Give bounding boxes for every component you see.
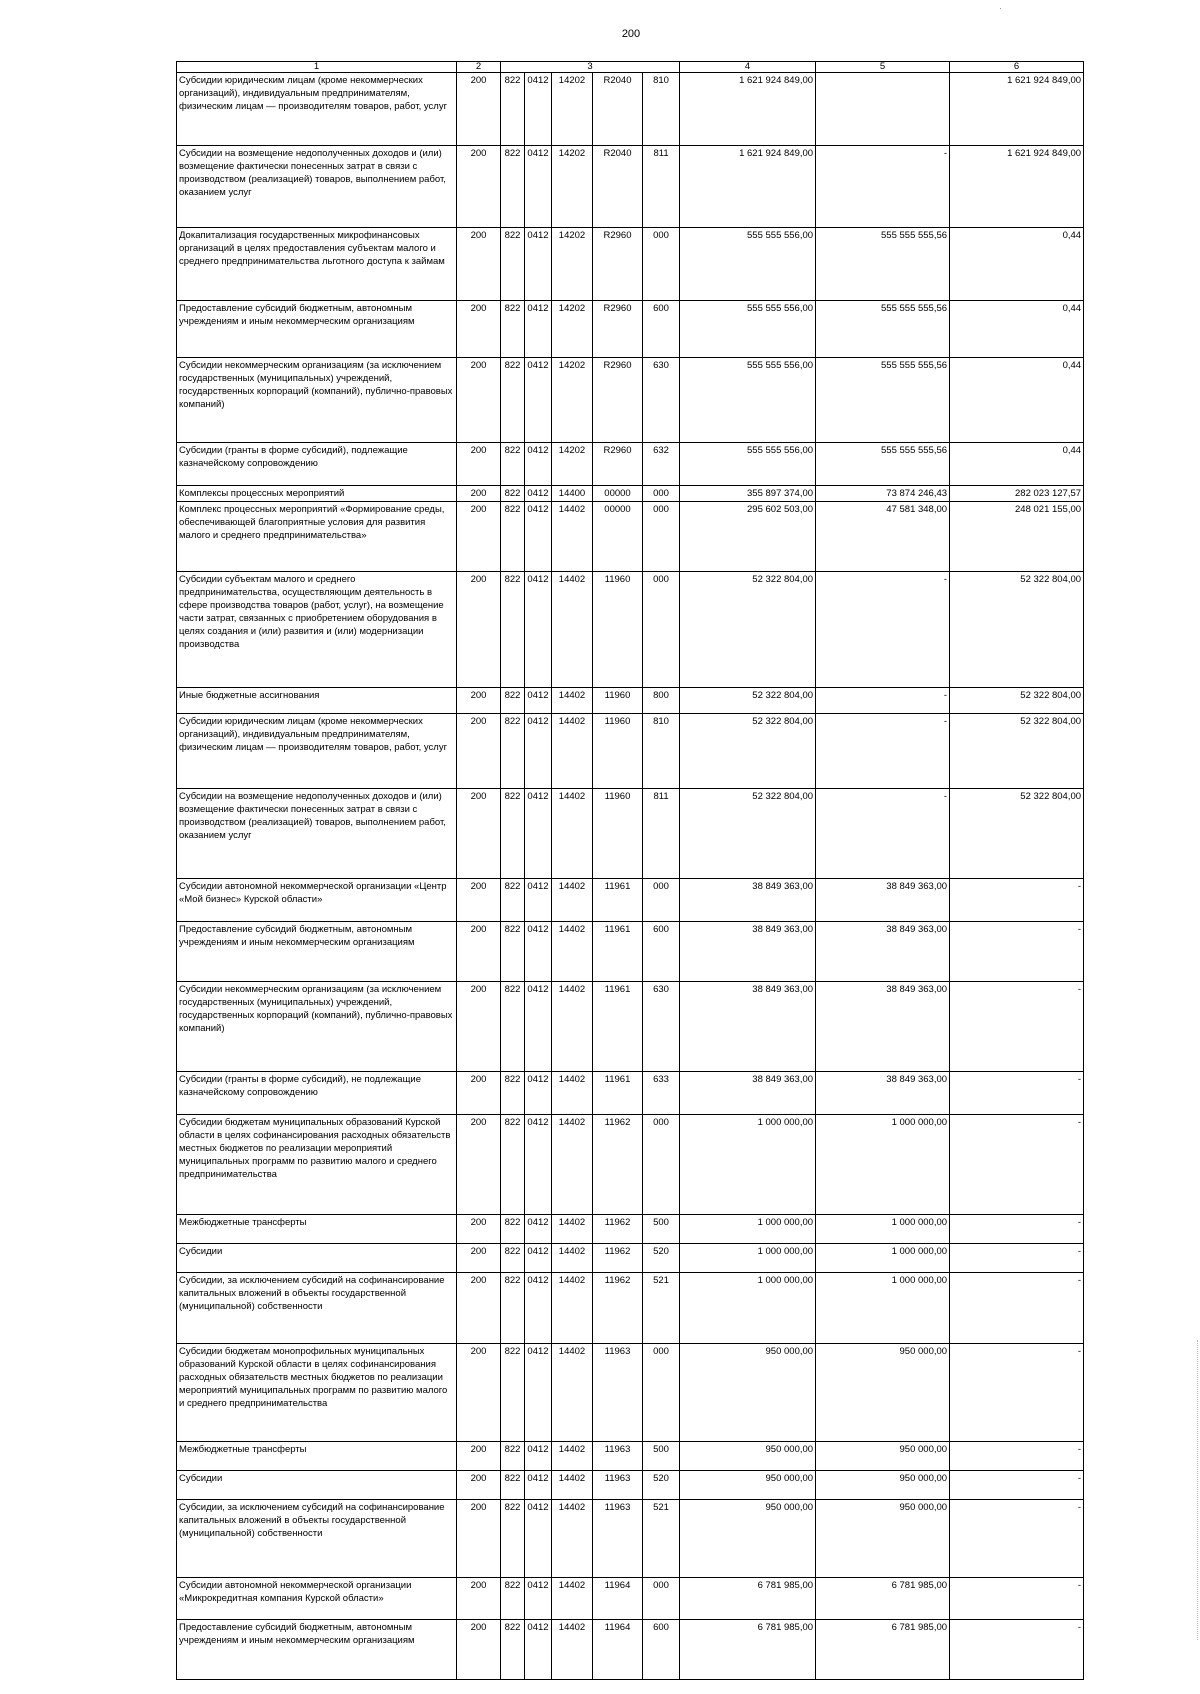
row-section-code: 0412 [525,146,552,228]
row-ministry-code: 822 [501,228,525,301]
row-section-code: 0412 [525,1578,552,1620]
row-code: 200 [457,228,501,301]
row-code: 200 [457,1344,501,1442]
row-direction-code: 11961 [593,982,643,1072]
row-expense-kind: 500 [643,1215,680,1244]
row-section-code: 0412 [525,922,552,982]
row-ministry-code: 822 [501,358,525,443]
table-row [177,879,1084,922]
row-section-code: 0412 [525,1471,552,1500]
page-number: 200 [621,28,641,40]
row-section-code: 0412 [525,301,552,358]
row-direction-code: R2040 [593,146,643,228]
row-ministry-code: 822 [501,1344,525,1442]
row-direction-code: 11963 [593,1500,643,1578]
row-expense-kind: 000 [643,879,680,922]
table-row [177,73,1084,146]
row-ministry-code: 822 [501,1500,525,1578]
row-value-6: 0,44 [950,358,1084,443]
row-value-6: 282 023 127,57 [950,486,1084,502]
row-expense-kind: 630 [643,982,680,1072]
row-code: 200 [457,502,501,572]
row-expense-kind: 811 [643,146,680,228]
row-value-6: - [950,1244,1084,1273]
row-name: Субсидии [177,1244,457,1273]
row-code: 200 [457,688,501,714]
table-row [177,1442,1084,1471]
row-name: Субсидии (гранты в форме субсидий), подлежащие казначейскому сопровождению [177,443,457,486]
row-value-5: 555 555 555,56 [816,228,950,301]
row-expense-kind: 520 [643,1471,680,1500]
row-value-6: 52 322 804,00 [950,688,1084,714]
row-value-4: 52 322 804,00 [680,572,816,688]
row-name: Субсидии (гранты в форме субсидий), не подлежащие казначейскому сопровождению [177,1072,457,1115]
row-value-5: - [816,572,950,688]
row-section-code: 0412 [525,688,552,714]
row-direction-code: 11960 [593,572,643,688]
row-value-4: 6 781 985,00 [680,1578,816,1620]
row-section-code: 0412 [525,1072,552,1115]
row-value-6: - [950,879,1084,922]
row-value-5: 38 849 363,00 [816,982,950,1072]
row-direction-code: R2960 [593,358,643,443]
row-code: 200 [457,1072,501,1115]
row-program-code: 14402 [552,1578,593,1620]
row-value-5: - [816,714,950,789]
row-value-6: - [950,1471,1084,1500]
row-program-code: 14402 [552,714,593,789]
row-value-6: 0,44 [950,443,1084,486]
row-name: Субсидии бюджетам муниципальных образований Курской области в целях софинансирования расходных обязательств местных бюджетов по реализации мероприятий муниципальных программ по развитию малого и среднего предпринимательства [177,1115,457,1215]
row-program-code: 14402 [552,1471,593,1500]
row-value-6: 1 621 924 849,00 [950,73,1084,146]
row-expense-kind: 520 [643,1244,680,1273]
row-value-5: - [816,146,950,228]
row-code: 200 [457,789,501,879]
row-program-code: 14402 [552,879,593,922]
row-direction-code: 11960 [593,714,643,789]
table-row [177,688,1084,714]
row-ministry-code: 822 [501,73,525,146]
row-expense-kind: 810 [643,73,680,146]
row-section-code: 0412 [525,982,552,1072]
row-program-code: 14402 [552,1500,593,1578]
row-direction-code: 00000 [593,502,643,572]
row-value-6: 0,44 [950,228,1084,301]
row-program-code: 14202 [552,228,593,301]
row-name: Субсидии, за исключением субсидий на софинансирование капитальных вложений в объекты государственной (муниципальной) собственности [177,1500,457,1578]
row-program-code: 14402 [552,1344,593,1442]
table-row [177,1215,1084,1244]
row-value-5: - [816,688,950,714]
row-expense-kind: 000 [643,502,680,572]
row-value-5: 6 781 985,00 [816,1620,950,1680]
row-code: 200 [457,1442,501,1471]
row-code: 200 [457,358,501,443]
row-expense-kind: 000 [643,1344,680,1442]
row-value-5: 1 000 000,00 [816,1215,950,1244]
row-code: 200 [457,1471,501,1500]
row-program-code: 14400 [552,486,593,502]
row-value-6: 52 322 804,00 [950,789,1084,879]
row-value-6: - [950,1115,1084,1215]
row-section-code: 0412 [525,502,552,572]
row-ministry-code: 822 [501,922,525,982]
row-ministry-code: 822 [501,1115,525,1215]
row-value-4: 950 000,00 [680,1471,816,1500]
row-section-code: 0412 [525,1273,552,1344]
row-value-4: 950 000,00 [680,1500,816,1578]
row-code: 200 [457,922,501,982]
row-section-code: 0412 [525,1215,552,1244]
row-code: 200 [457,879,501,922]
row-direction-code: R2040 [593,73,643,146]
row-expense-kind: 632 [643,443,680,486]
row-value-4: 1 000 000,00 [680,1273,816,1344]
row-direction-code: 11963 [593,1471,643,1500]
row-value-5: 38 849 363,00 [816,1072,950,1115]
table-row [177,1244,1084,1273]
row-section-code: 0412 [525,879,552,922]
row-direction-code: R2960 [593,443,643,486]
row-ministry-code: 822 [501,1442,525,1471]
row-direction-code: R2960 [593,301,643,358]
row-value-6: 52 322 804,00 [950,714,1084,789]
row-direction-code: 11964 [593,1578,643,1620]
header-col-6: 6 [950,62,1084,73]
row-value-6: - [950,1620,1084,1680]
row-code: 200 [457,146,501,228]
row-direction-code: 00000 [593,486,643,502]
row-section-code: 0412 [525,358,552,443]
row-name: Предоставление субсидий бюджетным, автономным учреждениям и иным некоммерческим организациям [177,1620,457,1680]
row-section-code: 0412 [525,1620,552,1680]
row-program-code: 14402 [552,572,593,688]
row-direction-code: 11963 [593,1442,643,1471]
row-value-4: 555 555 556,00 [680,443,816,486]
row-name: Комплексы процессных мероприятий [177,486,457,502]
row-code: 200 [457,486,501,502]
row-section-code: 0412 [525,1344,552,1442]
row-value-5: - [816,789,950,879]
row-code: 200 [457,982,501,1072]
row-program-code: 14402 [552,1273,593,1344]
row-program-code: 14402 [552,1072,593,1115]
table-row [177,1115,1084,1215]
row-value-4: 6 781 985,00 [680,1620,816,1680]
row-program-code: 14402 [552,1244,593,1273]
table-row [177,301,1084,358]
row-value-6: - [950,1273,1084,1344]
table-row [177,1500,1084,1578]
row-value-4: 38 849 363,00 [680,879,816,922]
row-program-code: 14402 [552,1620,593,1680]
row-value-5: 1 000 000,00 [816,1273,950,1344]
row-name: Иные бюджетные ассигнования [177,688,457,714]
row-code: 200 [457,443,501,486]
row-direction-code: 11961 [593,879,643,922]
row-value-5: 555 555 555,56 [816,358,950,443]
header-col-1: 1 [177,62,457,73]
row-direction-code: 11962 [593,1215,643,1244]
row-program-code: 14402 [552,688,593,714]
row-program-code: 14202 [552,301,593,358]
row-name: Субсидии юридическим лицам (кроме некоммерческих организаций), индивидуальным предпринимателям, физическим лицам — производителям товаров, работ, услуг [177,714,457,789]
row-value-6: - [950,1578,1084,1620]
row-value-4: 52 322 804,00 [680,688,816,714]
row-value-4: 1 621 924 849,00 [680,73,816,146]
row-name: Предоставление субсидий бюджетным, автономным учреждениям и иным некоммерческим организациям [177,922,457,982]
row-program-code: 14402 [552,982,593,1072]
row-name: Комплекс процессных мероприятий «Формирование среды, обеспечивающей благоприятные условия для развития малого и среднего предпринимательства» [177,502,457,572]
row-name: Межбюджетные трансферты [177,1215,457,1244]
row-name: Субсидии субъектам малого и среднего предпринимательства, осуществляющим деятельность в сфере производства товаров (работ, услуг), на возмещение части затрат, связанных с приобретением оборудования в целях создания и (или) развития и (или) модернизации производства [177,572,457,688]
row-expense-kind: 811 [643,789,680,879]
row-value-5: 1 000 000,00 [816,1115,950,1215]
table-header-row [177,62,1084,73]
table-row [177,228,1084,301]
row-expense-kind: 600 [643,1620,680,1680]
header-col-3: 3 [501,62,680,73]
row-value-6: 52 322 804,00 [950,572,1084,688]
row-value-4: 295 602 503,00 [680,502,816,572]
row-name: Субсидии автономной некоммерческой организации «Центр «Мой бизнес» Курской области» [177,879,457,922]
row-program-code: 14202 [552,146,593,228]
row-section-code: 0412 [525,486,552,502]
row-value-4: 355 897 374,00 [680,486,816,502]
row-direction-code: 11964 [593,1620,643,1680]
row-ministry-code: 822 [501,1471,525,1500]
row-expense-kind: 500 [643,1442,680,1471]
row-code: 200 [457,1115,501,1215]
table-row [177,572,1084,688]
row-section-code: 0412 [525,228,552,301]
row-section-code: 0412 [525,789,552,879]
row-program-code: 14402 [552,1115,593,1215]
row-ministry-code: 822 [501,486,525,502]
row-value-5: 950 000,00 [816,1500,950,1578]
table-row [177,486,1084,502]
row-name: Субсидии бюджетам монопрофильных муниципальных образований Курской области в целях софинансирования расходных обязательств местных бюджетов по реализации мероприятий муниципальных программ по развитию малого и среднего предпринимательства [177,1344,457,1442]
table-row [177,1471,1084,1500]
table-row [177,714,1084,789]
row-value-4: 555 555 556,00 [680,228,816,301]
row-section-code: 0412 [525,443,552,486]
row-section-code: 0412 [525,714,552,789]
row-direction-code: 11962 [593,1115,643,1215]
row-section-code: 0412 [525,73,552,146]
row-section-code: 0412 [525,1115,552,1215]
row-ministry-code: 822 [501,1620,525,1680]
row-program-code: 14402 [552,502,593,572]
table-row [177,789,1084,879]
row-ministry-code: 822 [501,301,525,358]
row-section-code: 0412 [525,1500,552,1578]
header-col-4: 4 [680,62,816,73]
row-name: Субсидии некоммерческим организациям (за исключением государственных (муниципальных) учреждений, государственных корпораций (компаний), публично-правовых компаний) [177,358,457,443]
row-value-4: 1 000 000,00 [680,1244,816,1273]
row-value-4: 52 322 804,00 [680,789,816,879]
table-row [177,358,1084,443]
row-name: Субсидии на возмещение недополученных доходов и (или) возмещение фактически понесенных затрат в связи с производством (реализацией) товаров, выполнением работ, оказанием услуг [177,146,457,228]
row-value-5: 950 000,00 [816,1344,950,1442]
row-ministry-code: 822 [501,1273,525,1344]
row-value-4: 1 000 000,00 [680,1115,816,1215]
row-expense-kind: 600 [643,922,680,982]
row-value-4: 1 621 924 849,00 [680,146,816,228]
row-ministry-code: 822 [501,789,525,879]
row-value-4: 38 849 363,00 [680,1072,816,1115]
scan-speck [1000,8,1001,9]
row-ministry-code: 822 [501,572,525,688]
row-value-4: 38 849 363,00 [680,982,816,1072]
row-value-4: 1 000 000,00 [680,1215,816,1244]
row-program-code: 14402 [552,922,593,982]
row-value-5: 38 849 363,00 [816,922,950,982]
row-expense-kind: 800 [643,688,680,714]
row-expense-kind: 810 [643,714,680,789]
row-expense-kind: 000 [643,486,680,502]
row-value-4: 52 322 804,00 [680,714,816,789]
row-value-4: 950 000,00 [680,1344,816,1442]
row-direction-code: 11962 [593,1244,643,1273]
row-ministry-code: 822 [501,1244,525,1273]
table-row [177,1072,1084,1115]
row-section-code: 0412 [525,572,552,688]
row-program-code: 14402 [552,1442,593,1471]
row-name: Субсидии, за исключением субсидий на софинансирование капитальных вложений в объекты государственной (муниципальной) собственности [177,1273,457,1344]
table-row [177,922,1084,982]
row-value-5: 1 000 000,00 [816,1244,950,1273]
row-ministry-code: 822 [501,714,525,789]
row-program-code: 14202 [552,443,593,486]
row-value-4: 555 555 556,00 [680,358,816,443]
row-name: Межбюджетные трансферты [177,1442,457,1471]
row-code: 200 [457,714,501,789]
row-value-5: 950 000,00 [816,1471,950,1500]
row-expense-kind: 600 [643,301,680,358]
row-ministry-code: 822 [501,443,525,486]
table-row [177,982,1084,1072]
row-code: 200 [457,1620,501,1680]
row-value-5: 38 849 363,00 [816,879,950,922]
row-value-6: - [950,1344,1084,1442]
row-ministry-code: 822 [501,1215,525,1244]
row-ministry-code: 822 [501,688,525,714]
row-code: 200 [457,1578,501,1620]
table-row [177,443,1084,486]
row-expense-kind: 000 [643,1578,680,1620]
row-program-code: 14202 [552,358,593,443]
row-direction-code: R2960 [593,228,643,301]
row-value-4: 555 555 556,00 [680,301,816,358]
row-ministry-code: 822 [501,1072,525,1115]
row-expense-kind: 000 [643,572,680,688]
row-value-6: - [950,1215,1084,1244]
row-direction-code: 11960 [593,688,643,714]
row-name: Докапитализация государственных микрофинансовых организаций в целях предоставления субъектам малого и среднего предпринимательства льготного доступа к займам [177,228,457,301]
row-value-6: - [950,922,1084,982]
row-value-6: - [950,1442,1084,1471]
row-expense-kind: 630 [643,358,680,443]
row-expense-kind: 521 [643,1500,680,1578]
row-value-5: 555 555 555,56 [816,301,950,358]
row-expense-kind: 000 [643,228,680,301]
table-row [177,502,1084,572]
budget-table [176,61,1084,1680]
row-ministry-code: 822 [501,502,525,572]
row-code: 200 [457,1500,501,1578]
row-value-5 [816,73,950,146]
row-value-5: 47 581 348,00 [816,502,950,572]
row-value-4: 38 849 363,00 [680,922,816,982]
row-ministry-code: 822 [501,982,525,1072]
table-row [177,1344,1084,1442]
row-code: 200 [457,1244,501,1273]
header-col-5: 5 [816,62,950,73]
row-program-code: 14202 [552,73,593,146]
row-value-5: 950 000,00 [816,1442,950,1471]
table-row [177,1620,1084,1680]
row-code: 200 [457,301,501,358]
row-name: Субсидии на возмещение недополученных доходов и (или) возмещение фактически понесенных затрат в связи с производством (реализацией) товаров, выполнением работ, оказанием услуг [177,789,457,879]
row-value-5: 6 781 985,00 [816,1578,950,1620]
row-value-5: 555 555 555,56 [816,443,950,486]
row-direction-code: 11963 [593,1344,643,1442]
row-program-code: 14402 [552,789,593,879]
row-program-code: 14402 [552,1215,593,1244]
row-code: 200 [457,572,501,688]
row-value-6: - [950,982,1084,1072]
row-direction-code: 11960 [593,789,643,879]
row-ministry-code: 822 [501,879,525,922]
row-direction-code: 11961 [593,922,643,982]
row-expense-kind: 521 [643,1273,680,1344]
row-value-6: 0,44 [950,301,1084,358]
row-name: Субсидии некоммерческим организациям (за исключением государственных (муниципальных) учреждений, государственных корпораций (компаний), публично-правовых компаний) [177,982,457,1072]
row-value-5: 73 874 246,43 [816,486,950,502]
row-expense-kind: 000 [643,1115,680,1215]
row-direction-code: 11962 [593,1273,643,1344]
header-col-2: 2 [457,62,501,73]
row-value-6: 248 021 155,00 [950,502,1084,572]
row-ministry-code: 822 [501,146,525,228]
table-row [177,1578,1084,1620]
row-code: 200 [457,1215,501,1244]
row-value-6: 1 621 924 849,00 [950,146,1084,228]
row-direction-code: 11961 [593,1072,643,1115]
row-expense-kind: 633 [643,1072,680,1115]
row-value-4: 950 000,00 [680,1442,816,1471]
row-code: 200 [457,73,501,146]
row-value-6: - [950,1072,1084,1115]
row-value-6: - [950,1500,1084,1578]
row-name: Субсидии юридическим лицам (кроме некоммерческих организаций), индивидуальным предпринимателям, физическим лицам — производителям товаров, работ, услуг [177,73,457,146]
table-row [177,1273,1084,1344]
row-name: Предоставление субсидий бюджетным, автономным учреждениям и иным некоммерческим организациям [177,301,457,358]
row-name: Субсидии автономной некоммерческой организации «Микрокредитная компания Курской области» [177,1578,457,1620]
row-section-code: 0412 [525,1442,552,1471]
row-section-code: 0412 [525,1244,552,1273]
row-name: Субсидии [177,1471,457,1500]
row-ministry-code: 822 [501,1578,525,1620]
row-code: 200 [457,1273,501,1344]
table-row [177,146,1084,228]
